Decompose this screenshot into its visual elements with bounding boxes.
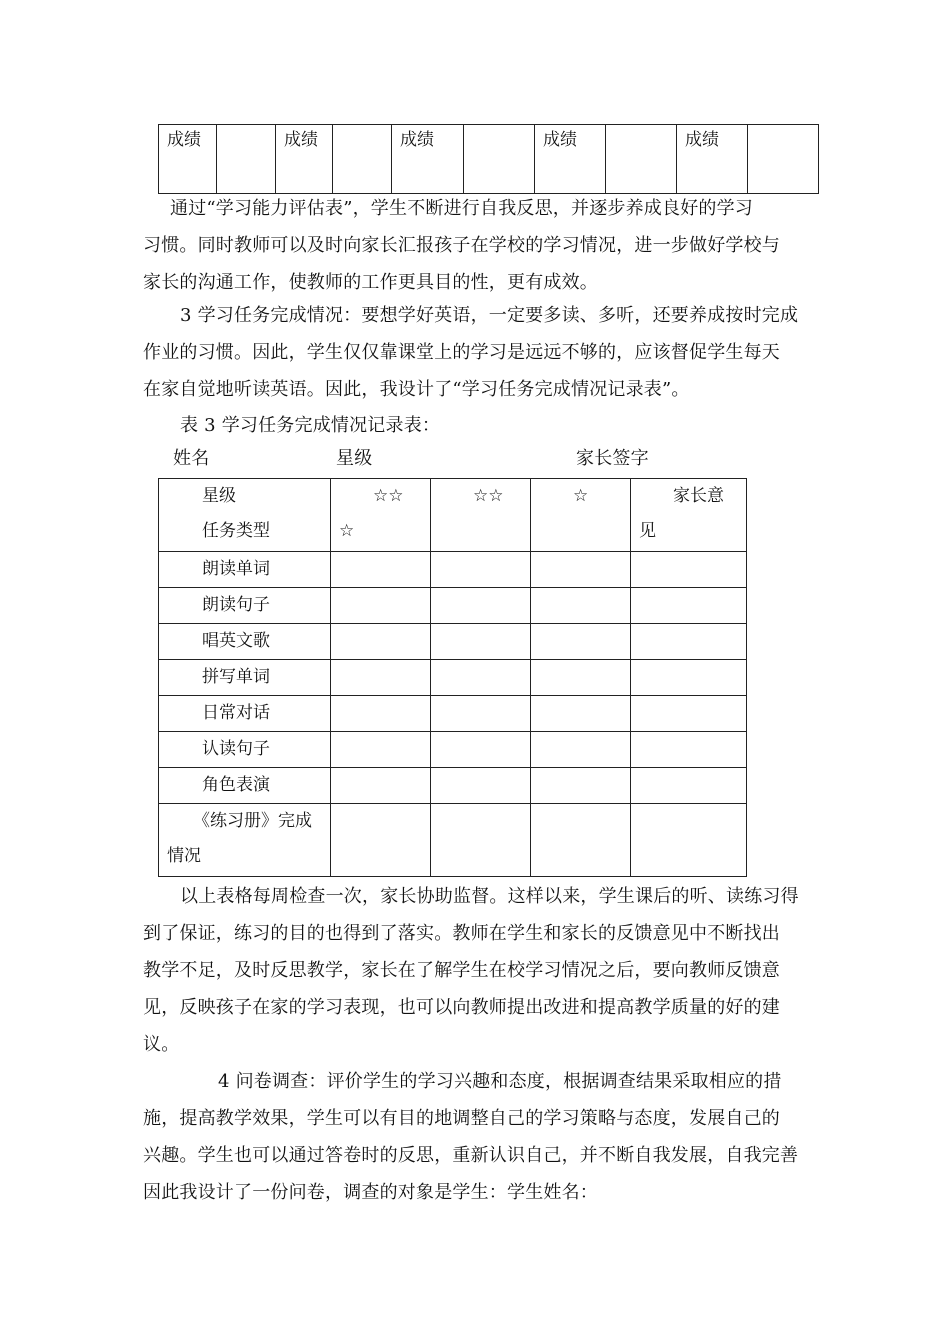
workbook-label: 《练习册》完成 (193, 811, 312, 831)
paragraph-line: 议。 (143, 1034, 180, 1055)
score-label-cell: 成绩 (677, 125, 748, 194)
star-icon: ☆ (573, 486, 589, 506)
rating-cell (431, 732, 531, 768)
task-record-table (158, 478, 747, 877)
paragraph-line: 以上表格每周检查一次，家长协助监督。这样以来，学生课后的听、读练习得 (180, 886, 799, 907)
task-type-cell (159, 804, 331, 877)
paragraph-line: 4 问卷调查：评价学生的学习兴趣和态度，根据调查结果采取相应的措 (218, 1071, 782, 1092)
rating-cell (531, 768, 631, 804)
rating-cell (431, 588, 531, 624)
corner-header-cell (159, 479, 331, 552)
task-type-cell: 角色表演 (159, 768, 331, 804)
header-star-label: 星级 (202, 486, 236, 506)
opinion-cell (631, 732, 747, 768)
paragraph-assessment (143, 190, 780, 301)
paragraph-line: 兴趣。学生也可以通过答卷时的反思，重新认识自己，并不断自我发展，自我完善 (143, 1145, 799, 1166)
star-icon: ☆☆ (473, 486, 504, 506)
rating-cell (431, 696, 531, 732)
score-value-cell (217, 125, 276, 194)
star-icon: ☆ (339, 521, 355, 541)
paragraph-line: 教学不足，及时反思教学，家长在了解学生在校学习情况之后，要向教师反馈意 (143, 960, 780, 981)
score-label-cell: 成绩 (392, 125, 464, 194)
parent-opinion-label: 见 (639, 521, 656, 541)
paragraph-line: 习惯。同时教师可以及时向家长汇报孩子在学校的学习情况，进一步做好学校与 (143, 235, 780, 256)
opinion-cell (631, 696, 747, 732)
task-type-cell: 日常对话 (159, 696, 331, 732)
paragraph-line: 在家自觉地听读英语。因此，我设计了“学习任务完成情况记录表”。 (143, 379, 690, 400)
rating-cell (331, 588, 431, 624)
opinion-cell (631, 588, 747, 624)
form-parent-sign-label: 家长签字 (576, 448, 649, 469)
table-row (159, 125, 819, 194)
form-name-label: 姓名 (173, 448, 210, 469)
paragraph-line: 到了保证，练习的目的也得到了落实。教师在学生和家长的反馈意见中不断找出 (143, 923, 780, 944)
three-star-header (331, 479, 431, 552)
rating-cell (531, 660, 631, 696)
paragraph-line: 通过“学习能力评估表”，学生不断进行自我反思，并逐步养成良好的学习 (170, 198, 754, 219)
paragraph-weekly-check (143, 878, 799, 1063)
paragraph-line: 家长的沟通工作，使教师的工作更具目的性，更有成效。 (143, 272, 598, 293)
rating-cell (431, 552, 531, 588)
parent-opinion-label: 家长意 (673, 486, 724, 506)
table-caption: 表 3 学习任务完成情况记录表： (180, 415, 441, 436)
paragraph-questionnaire (143, 1063, 799, 1211)
rating-cell (531, 804, 631, 877)
rating-cell (331, 552, 431, 588)
paragraph-line: 3 学习任务完成情况：要想学好英语，一定要多读、多听，还要养成按时完成 (180, 305, 799, 326)
header-task-type-label: 任务类型 (202, 521, 270, 541)
opinion-cell (631, 624, 747, 660)
table-row (159, 768, 747, 804)
task-type-cell: 朗读单词 (159, 552, 331, 588)
task-type-cell: 朗读句子 (159, 588, 331, 624)
paragraph-line: 作业的习惯。因此，学生仅仅靠课堂上的学习是远远不够的，应该督促学生每天 (143, 342, 780, 363)
opinion-cell (631, 552, 747, 588)
rating-cell (531, 696, 631, 732)
table-row (159, 588, 747, 624)
task-type-cell: 认读句子 (159, 732, 331, 768)
table-row (159, 624, 747, 660)
one-star-header (531, 479, 631, 552)
score-value-cell (464, 125, 535, 194)
paragraph-line: 见，反映孩子在家的学习表现，也可以向教师提出改进和提高教学质量的好的建 (143, 997, 780, 1018)
paragraph-line: 施，提高教学效果，学生可以有目的地调整自己的学习策略与态度，发展自己的 (143, 1108, 780, 1129)
table-header-row (159, 479, 747, 552)
rating-cell (331, 768, 431, 804)
rating-cell (531, 624, 631, 660)
rating-cell (531, 552, 631, 588)
opinion-cell (631, 768, 747, 804)
paragraph-task-completion (143, 297, 799, 408)
star-icon: ☆☆ (373, 486, 404, 506)
score-value-cell (748, 125, 819, 194)
rating-cell (331, 660, 431, 696)
table-row (159, 804, 747, 877)
rating-cell (331, 696, 431, 732)
task-type-cell: 拼写单词 (159, 660, 331, 696)
table-row (159, 660, 747, 696)
opinion-cell (631, 660, 747, 696)
score-label-cell: 成绩 (159, 125, 217, 194)
parent-opinion-header (631, 479, 747, 552)
rating-cell (431, 660, 531, 696)
score-label-cell: 成绩 (535, 125, 606, 194)
score-label-cell: 成绩 (276, 125, 333, 194)
score-value-cell (606, 125, 677, 194)
rating-cell (431, 804, 531, 877)
rating-cell (331, 624, 431, 660)
workbook-label: 情况 (167, 846, 201, 866)
rating-cell (531, 588, 631, 624)
opinion-cell (631, 804, 747, 877)
table-row (159, 552, 747, 588)
paragraph-line: 因此我设计了一份问卷，调查的对象是学生：学生姓名： (143, 1182, 598, 1203)
rating-cell (531, 732, 631, 768)
score-table (158, 124, 819, 194)
table-row (159, 696, 747, 732)
rating-cell (331, 732, 431, 768)
two-star-header (431, 479, 531, 552)
rating-cell (431, 624, 531, 660)
task-type-cell: 唱英文歌 (159, 624, 331, 660)
form-star-label: 星级 (336, 448, 373, 469)
table-row (159, 732, 747, 768)
rating-cell (431, 768, 531, 804)
score-value-cell (333, 125, 392, 194)
rating-cell (331, 804, 431, 877)
